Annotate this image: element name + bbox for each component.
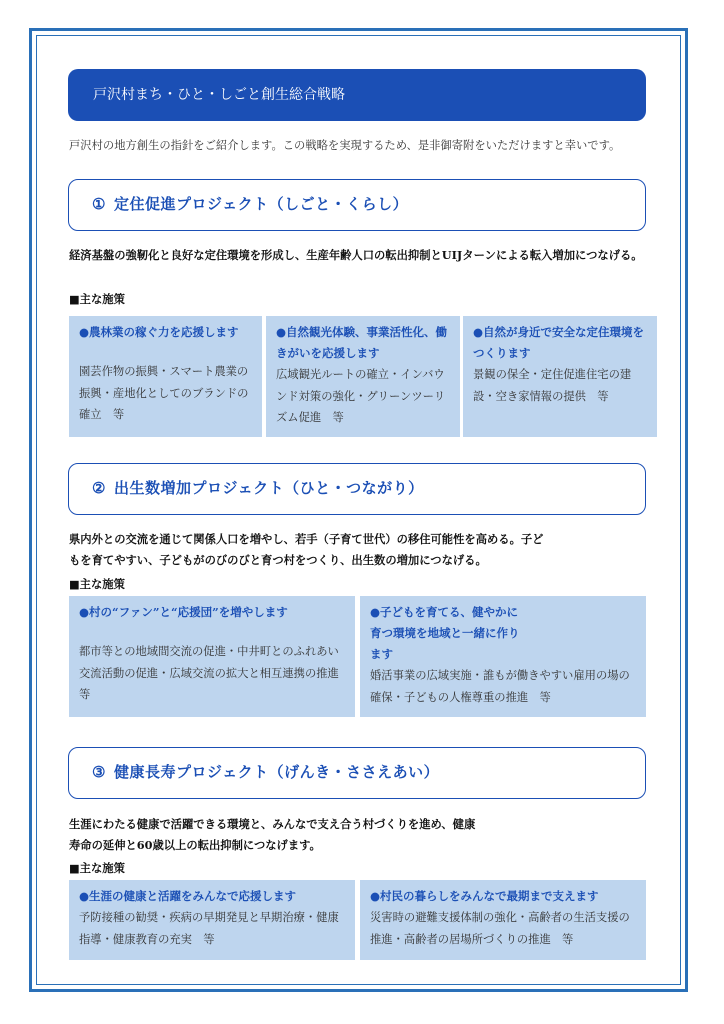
policy-card xyxy=(69,316,262,437)
card-body: 園芸作物の振興・スマート農業の振興・産地化としてのブランドの確立 等 xyxy=(79,365,249,421)
policy-card xyxy=(69,880,355,960)
card-title: ●子どもを育てる、健やかに育つ環境を地域と一緒に作ります xyxy=(370,605,520,661)
section-number: ③ xyxy=(92,763,106,781)
card-body: 広域観光ルートの確立・インバウンド対策の強化・グリーンツーリズム促進 等 xyxy=(276,368,446,424)
section-number: ① xyxy=(92,195,106,213)
card-body: 災害時の避難支援体制の強化・高齢者の生活支援の推進・高齢者の居場所づくりの推進 等 xyxy=(370,911,630,946)
policy-card xyxy=(266,316,460,437)
card-body: 予防接種の勧奨・疾病の早期発見と早期治療・健康指導・健康教育の充実 等 xyxy=(79,911,339,946)
intro-text: 戸沢村の地方創生の指針をご紹介します。この戦略を実現するため、是非御寄附をいただけますと幸いです。 xyxy=(69,139,621,152)
section-description-3: 生涯にわたる健康で活躍できる環境と、みんなで支え合う村づくりを進め、健康寿命の延伸と60歳以上の転出抑制につなげます。 xyxy=(69,817,476,852)
section-heading-3 xyxy=(68,747,646,799)
card-title: ●農林業の稼ぐ力を応援します xyxy=(79,325,239,339)
page-title: 戸沢村まち・ひと・しごと創生総合戦略 xyxy=(68,69,646,121)
card-body: 婚活事業の広域実施・誰もが働きやすい雇用の場の確保・子どもの人権尊重の推進 等 xyxy=(370,669,630,704)
card-body: 景観の保全・定住促進住宅の建設・空き家情報の提供 等 xyxy=(473,368,632,403)
card-title: ●村民の暮らしをみんなで最期まで支えます xyxy=(370,889,599,903)
section-description-2: 県内外との交流を通じて関係人口を増やし、若手（子育て世代）の移住可能性を高める。子どもを育てやすい、子どもがのびのびと育つ村をつくり、出生数の増加につなげる。 xyxy=(69,532,544,567)
policies-label: ■主な施策 xyxy=(69,577,125,591)
card-title: ●生涯の健康と活躍をみんなで応援します xyxy=(79,889,297,903)
section-heading-text: 出生数増加プロジェクト（ひと・つながり） xyxy=(113,479,424,497)
card-title: ●自然観光体験、事業活性化、働きがいを応援します xyxy=(276,325,448,360)
card-title: ●村の“ファン”と“応援団”を増やします xyxy=(79,605,288,619)
section-heading-text: 定住促進プロジェクト（しごと・くらし） xyxy=(113,195,409,213)
section-heading-2 xyxy=(68,463,646,515)
card-title: ●自然が身近で安全な定住環境をつくります xyxy=(473,325,645,360)
section-heading-1 xyxy=(68,179,646,231)
section-heading-text: 健康長寿プロジェクト（げんき・ささえあい） xyxy=(113,763,440,781)
policy-card xyxy=(463,316,657,437)
policy-card xyxy=(69,596,355,717)
policy-card xyxy=(360,596,646,717)
card-body: 都市等との地域間交流の促進・中井町とのふれあい交流活動の促進・広域交流の拡大と相互連携の推進 等 xyxy=(79,645,351,701)
policies-label: ■主な施策 xyxy=(69,292,125,306)
policy-card xyxy=(360,880,646,960)
section-number: ② xyxy=(92,479,106,497)
section-description-1: 経済基盤の強靭化と良好な定住環境を形成し、生産年齢人口の転出抑制とUIJターンによる転入増加につなげる。 xyxy=(69,248,643,262)
policies-label: ■主な施策 xyxy=(69,861,125,875)
